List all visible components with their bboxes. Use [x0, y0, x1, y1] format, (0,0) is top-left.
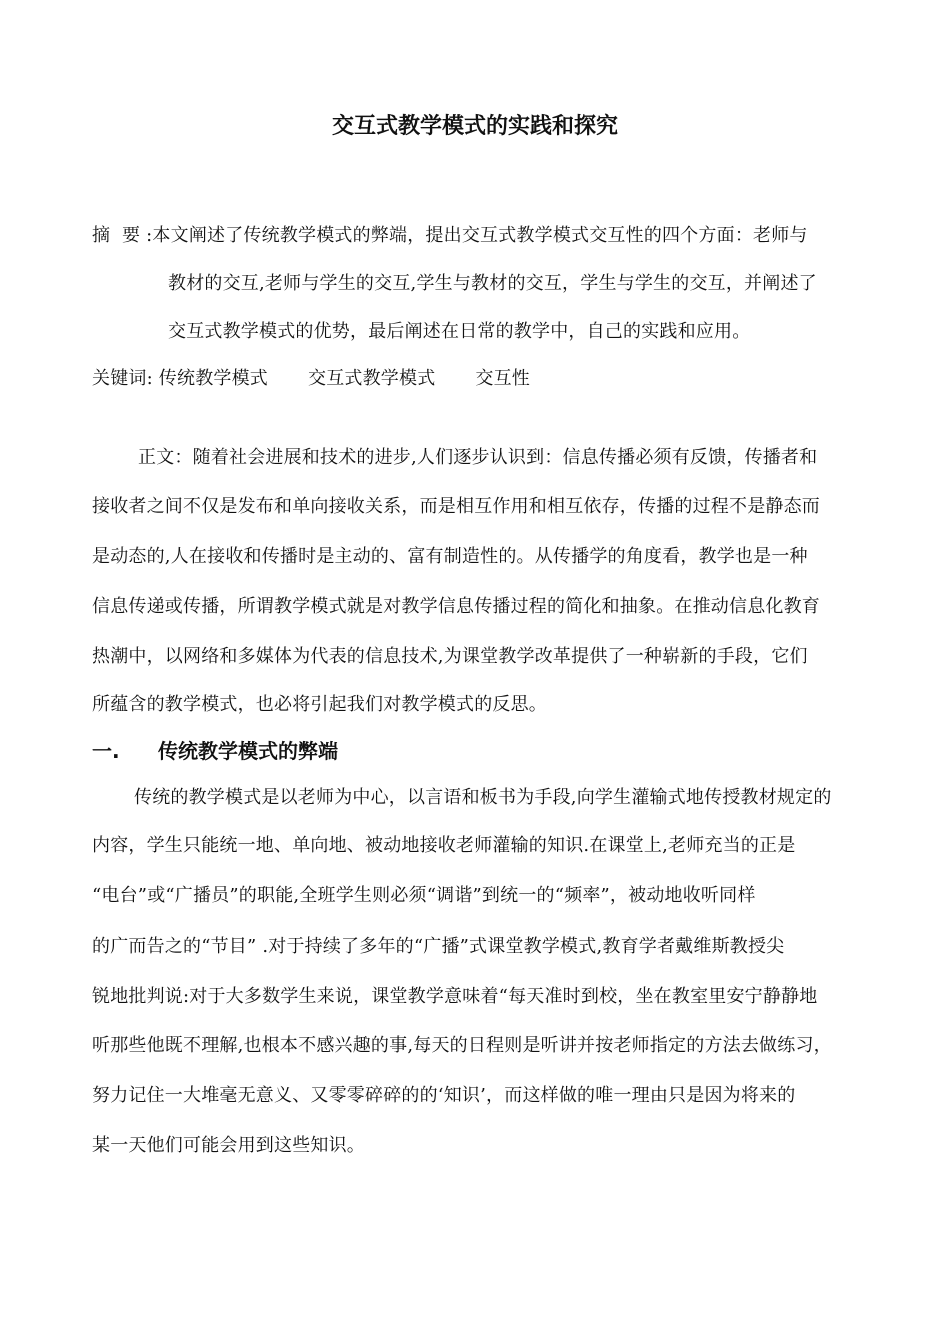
- section-1-line-7: 努力记住一大堆毫无意义、又零零碎碎的的‘知识’，而这样做的唯一理由只是因为将来的: [92, 1085, 796, 1106]
- body-line-4: 信息传递或传播，所谓教学模式就是对教学信息传播过程的简化和抽象。在推动信息化教育: [92, 596, 820, 617]
- body-line-2: 接收者之间不仅是发布和单向接收关系，而是相互作用和相互依存，传播的过程不是静态而: [92, 496, 820, 517]
- body-line-6: 所蕴含的教学模式，也必将引起我们对教学模式的反思。: [92, 694, 547, 715]
- section-1-line-5: 锐地批判说:对于大多数学生来说，课堂教学意味着“每天准时到校，坐在教室里安宁静静地: [92, 986, 818, 1007]
- section-1-line-6: 听那些他既不理解,也根本不感兴趣的事,每天的日程则是听讲并按老师指定的方法去做练习，: [92, 1035, 832, 1056]
- section-1-title: 传统教学模式的弊端: [158, 739, 338, 763]
- section-1-line-3: “电台”或“广播员”的职能,全班学生则必须“调谐”到统一的“频率”，被动地收听同样: [92, 885, 756, 906]
- abstract-line-3: 交互式教学模式的优势，最后阐述在日常的教学中，自己的实践和应用。: [168, 321, 751, 342]
- section-1-line-8: 某一天他们可能会用到这些知识。: [92, 1135, 365, 1156]
- keywords-label: 关键词:: [92, 368, 153, 389]
- document-title: 交互式教学模式的实践和探究: [331, 114, 618, 139]
- section-1-line-1: 传统的教学模式是以老师为中心，以言语和板书为手段,向学生灌输式地传授教材规定的: [134, 787, 832, 808]
- keyword-3: 交互性: [475, 368, 531, 389]
- body-line-3: 是动态的,人在接收和传播时是主动的、富有制造性的。从传播学的角度看，教学也是一种: [92, 546, 808, 567]
- body-line-5: 热潮中，以网络和多媒体为代表的信息技术,为课堂教学改革提供了一种崭新的手段，它们: [92, 646, 808, 667]
- keyword-2: 交互式教学模式: [308, 368, 436, 389]
- section-1-number: 一.: [92, 739, 120, 763]
- abstract-label: 摘 要: [92, 225, 141, 246]
- abstract-line-1: [92, 224, 808, 248]
- section-1-line-2: 内容，学生只能统一地、单向地、被动地接收老师灌输的知识.在课堂上,老师充当的正是: [92, 835, 796, 856]
- keywords-line: [92, 367, 530, 391]
- keyword-1: 传统教学模式: [158, 368, 268, 389]
- body-line-1: 正文：随着社会进展和技术的进步,人们逐步认识到：信息传播必须有反馈，传播者和: [138, 447, 818, 468]
- section-1-line-4: 的广而告之的“节目” .对于持续了多年的“广播”式课堂教学模式,教育学者戴维斯教授尖: [92, 936, 785, 957]
- abstract-text-1: :本文阐述了传统教学模式的弊端，提出交互式教学模式交互性的四个方面：老师与: [146, 225, 808, 246]
- abstract-line-2: 教材的交互,老师与学生的交互,学生与教材的交互，学生与学生的交互，并阐述了: [168, 273, 817, 294]
